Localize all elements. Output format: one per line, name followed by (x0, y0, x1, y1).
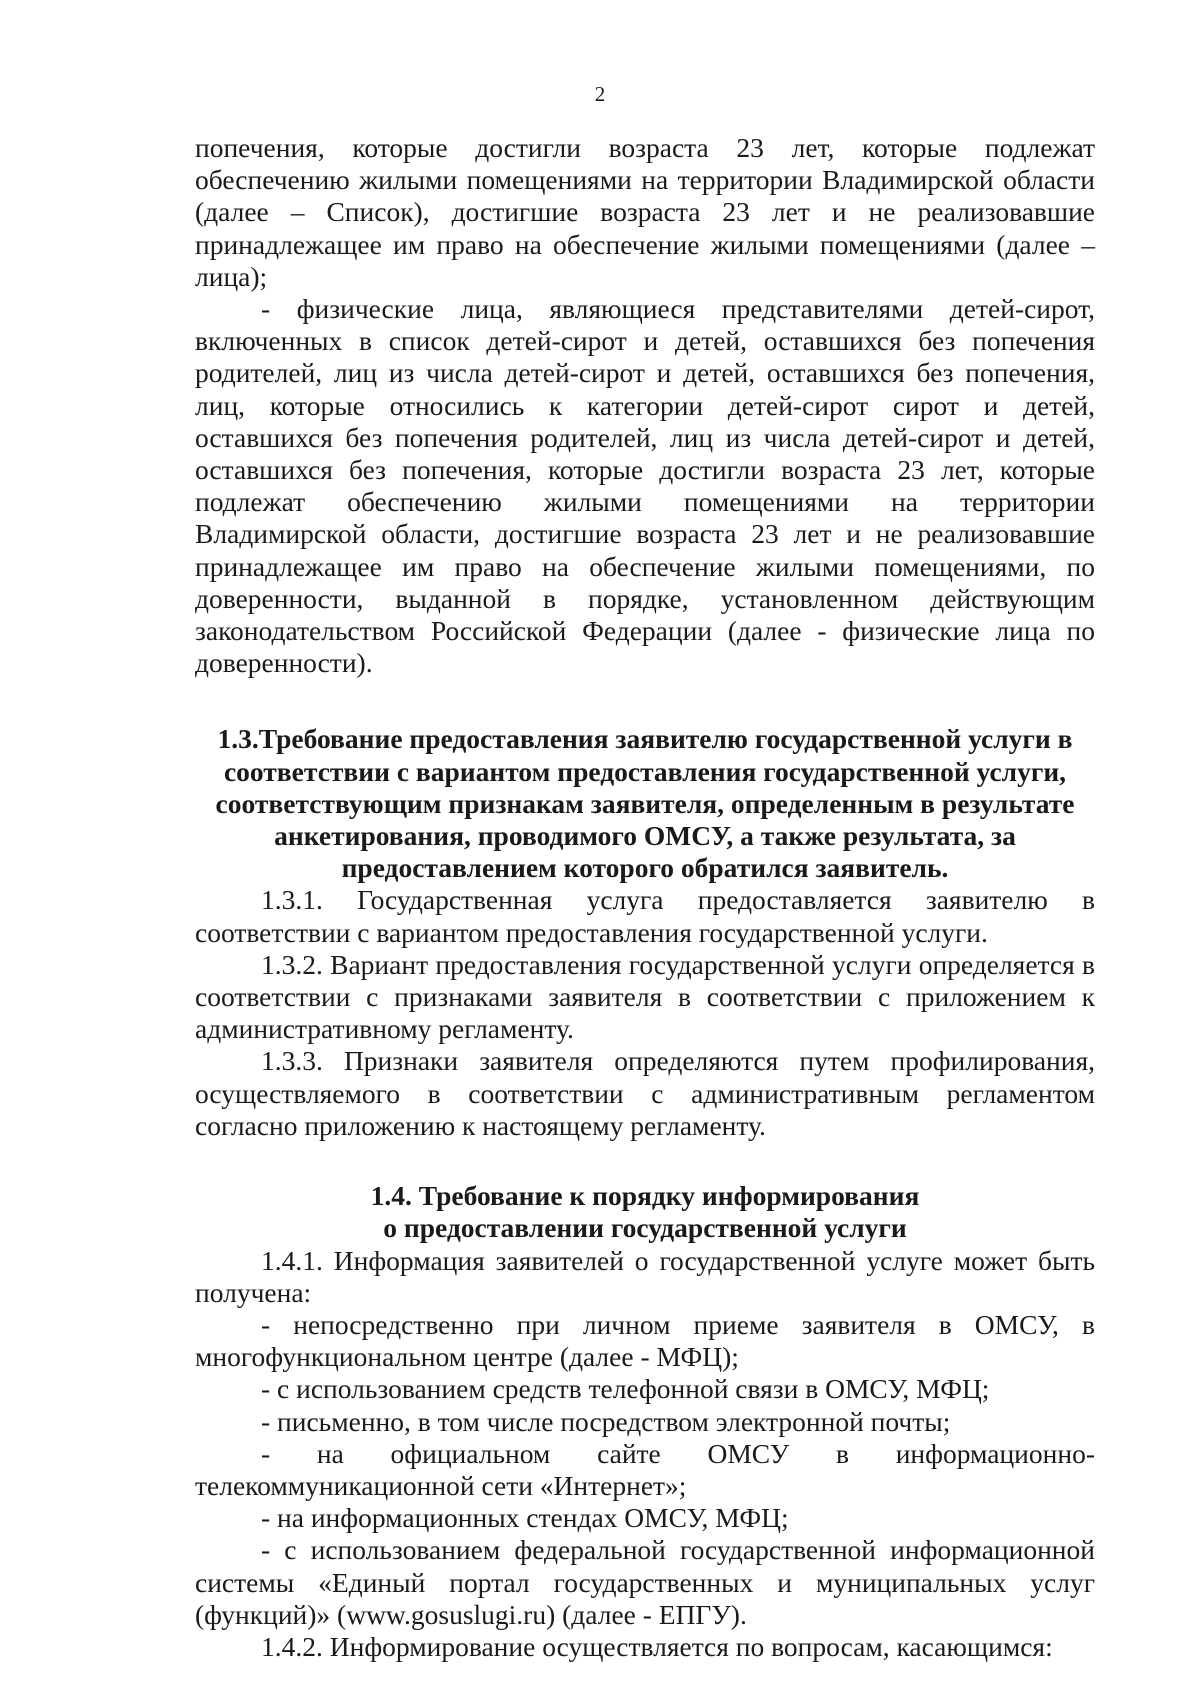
clause-1-3-1: 1.3.1. Государственная услуга предоставляется заявителю в соответствии с вариантом предоставления государственной услуги. (195, 884, 1095, 948)
list-item-official-site: - на официальном сайте ОМСУ в информационно-телекоммуникационной сети «Интернет»; (195, 1437, 1095, 1501)
section-heading-1-3: 1.3.Требование предоставления заявителю государственной услуги в соответствии с вариантом предоставления государственной услуги, соответствующим признакам заявителя, определенным в результате анкетирования, проводимого ОМСУ, а также результата, за предоставлением которого обратился заявитель. (215, 723, 1075, 884)
clause-1-3-2: 1.3.2. Вариант предоставления государственной услуги определяется в соответствии с признаками заявителя в соответствии с приложением к административному регламенту. (195, 948, 1095, 1045)
page-number: 2 (594, 82, 606, 106)
list-item-telephone: - с использованием средств телефонной связи в ОМСУ, МФЦ; (261, 1373, 990, 1405)
section-heading-1-4-line2: о предоставлении государственной услуги (383, 1212, 907, 1244)
list-item-personal-reception: - непосредственно при личном приеме заявителя в ОМСУ, в многофункциональном центре (далее - МФЦ); (195, 1308, 1095, 1373)
paragraph-representatives: - физические лица, являющиеся представителями детей-сирот, включенных в список детей-сирот и детей, оставшихся без попечения родителей, лиц из числа детей-сирот и детей, оставшихся без попечения, лиц, которые относились к категории детей-сирот сирот и детей, оставшихся без попечения родителей, лиц из числа детей-сирот и детей, оставшихся без попечения, которые достигли возраста 23 лет, которые подлежат обеспечению жилыми помещениями на территории Владимирской области, достигшие возраста 23 лет и не реализовавшие принадлежащее им право на обеспечение жилыми помещениями, по доверенности, выданной в порядке, установленном действующим законодательством Российской Федерации (далее - физические лица по доверенности). (195, 293, 1095, 679)
section-heading-1-4-line1: 1.4. Требование к порядку информирования (370, 1180, 920, 1212)
clause-1-4-1: 1.4.1. Информация заявителей о государственной услуге может быть получена: (195, 1244, 1095, 1308)
list-item-epgu: - с использованием федеральной государственной информационной системы «Единый портал государственных и муниципальных услуг (функций)» (www.gosuslugi.ru) (далее - ЕПГУ). (195, 1534, 1095, 1630)
paragraph-continuation: попечения, которые достигли возраста 23 лет, которые подлежат обеспечению жилыми помещениями на территории Владимирской области (далее – Список), достигшие возраста 23 лет и не реализовавшие принадлежащее им право на обеспечение жилыми помещениями (далее – лица); (195, 132, 1095, 292)
list-item-written: - письменно, в том числе посредством электронной почты; (261, 1405, 951, 1437)
document-body (195, 132, 1095, 1663)
list-item-info-stands: - на информационных стендах ОМСУ, МФЦ; (261, 1502, 789, 1534)
clause-1-4-2: 1.4.2. Информирование осуществляется по вопросам, касающимся: (261, 1630, 1053, 1662)
spacer (195, 1142, 1095, 1180)
spacer (195, 679, 1095, 723)
clause-1-3-3: 1.3.3. Признаки заявителя определяются путем профилирования, осуществляемого в соответствии с административным регламентом согласно приложению к настоящему регламенту. (195, 1045, 1095, 1141)
